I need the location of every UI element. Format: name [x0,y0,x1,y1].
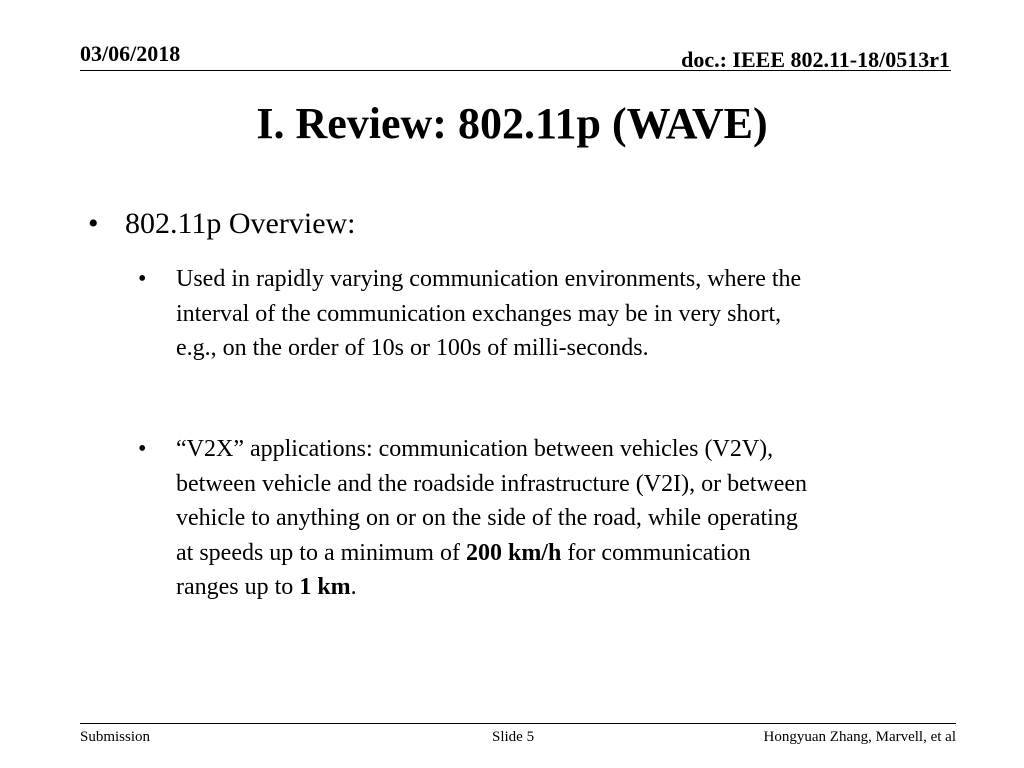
sub-bullet-usage-text [176,262,966,366]
header-divider [80,70,951,71]
footer-submission: Submission [80,729,151,745]
text-line: between vehicle and the roadside infrastructure (V2I), or between [176,470,808,497]
text-line: e.g., on the order of 10s or 100s of milli-seconds. [176,335,649,361]
text-line: vehicle to anything on or on the side of the road, while operating [176,505,798,531]
bullet-marker: • [88,207,99,240]
range-value: 1 km [299,574,351,600]
sub-bullet-marker: • [138,266,147,292]
text-segment: . [350,574,357,600]
header-date: 03/06/2018 [80,41,181,66]
text-segment: for communication [561,539,751,566]
text-segment: at speeds up to a minimum of [176,539,466,566]
sub-bullet-marker: • [138,436,147,462]
sub-bullet-v2x-text [176,432,966,605]
speed-value: 200 km/h [465,539,562,566]
text-line [176,570,966,605]
footer-slide-number: Slide 5 [492,729,535,745]
bullet-overview-text: 802.11p Overview: [125,207,356,240]
text-line: “V2X” applications: communication between vehicles (V2V), [176,436,774,462]
footer-divider [80,723,956,724]
footer-authors: Hongyuan Zhang, Marvell, et al [763,729,956,745]
text-line: interval of the communication exchanges may be in very short, [176,300,782,327]
text-line: Used in rapidly varying communication environments, where the [176,266,802,292]
slide-title: I. Review: 802.11p (WAVE) [256,99,768,148]
text-line [176,536,966,571]
text-segment: ranges up to [176,574,300,600]
header-doc-id: doc.: IEEE 802.11-18/0513r1 [681,47,950,72]
